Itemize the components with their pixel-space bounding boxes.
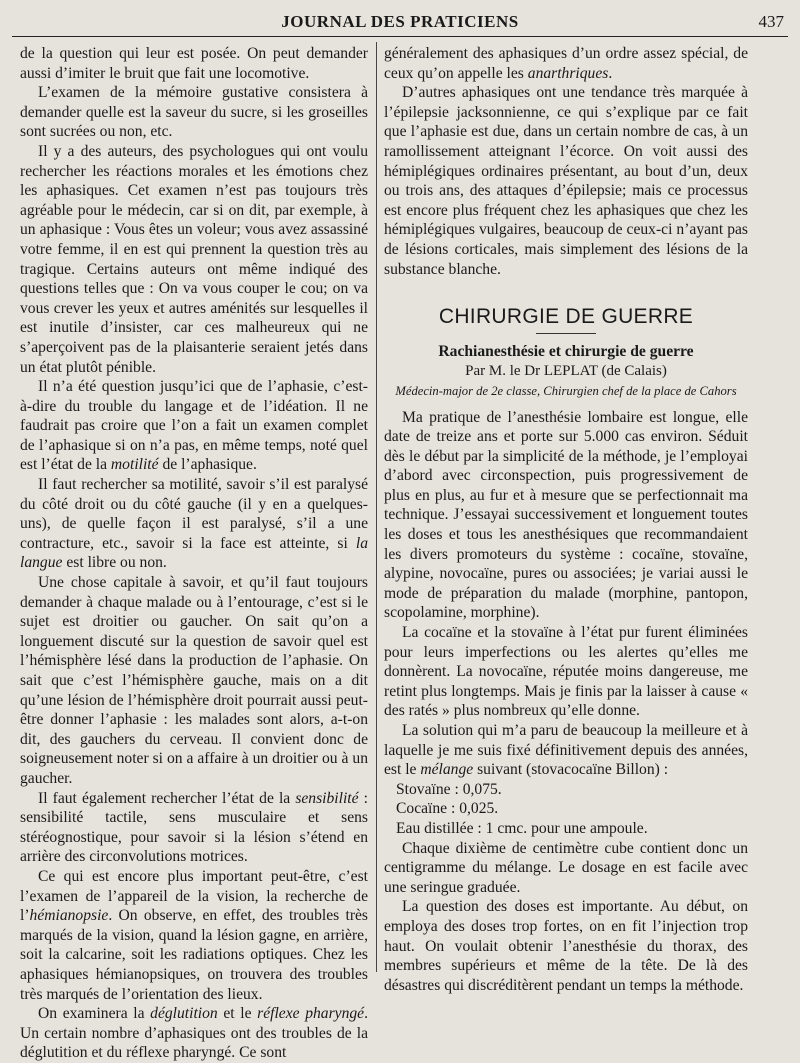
page-number: 437 [758, 12, 784, 31]
journal-title: JOURNAL DES PRATICIENS [281, 12, 519, 31]
italic-term: motilité [110, 456, 159, 474]
italic-term: hémianopsie [29, 907, 109, 925]
ingredient-line [384, 799, 748, 819]
article-author: Par M. le Dr LEPLAT (de Calais) [465, 363, 667, 380]
column-divider [376, 42, 377, 972]
text-run: : sensibilité tactile, sens musculaire et sens stéréognostique, pour savoir si la lésion s’étend en arrière des circonvolutions motrices. [20, 789, 368, 866]
paragraph [384, 839, 748, 898]
paragraph [20, 573, 368, 789]
text-run: Il n’a été question jusqu’ici que de l’aphasie, c’est-à-dire du trouble du langage et de l’idéation. Il ne faudrait pas croire que l’on a fait un examen complet de l’aphasique si on n’a pas, en même temps, noté quel est l’état de la [20, 378, 368, 474]
paragraph [20, 867, 368, 1004]
text-run: et le [217, 1005, 258, 1023]
text-run: La solution qui m’a paru de beaucoup la meilleure et à laquelle je me suis fixé définitivement depuis des années, est le [384, 722, 748, 779]
paragraph [20, 377, 368, 475]
text-run: Une chose capitale à savoir, et qu’il faut toujours demander à chaque malade ou à l’entourage, c’est si le sujet est droitier ou gaucher. On sait qu’on a longuement discuté sur la question de savoir quel est l’hémisphère lésé dans la production de l’aphasie. On sait que c’est l’hémisphère gauche, mais on a dit qu’une lésion de l’hémisphère droit pourrait aussi peut-être donner l’aphasie : les malades sont alors, a-t-on dit, des gauchers du cerveau. Il convient donc de soigneusement noter si on a affaire à un droitier ou à un gaucher. [20, 574, 368, 787]
ingredient-line [384, 819, 748, 839]
paragraph [384, 408, 748, 624]
text-run: Eau distillée : 1 cmc. pour une ampoule. [396, 819, 648, 837]
text-run: Il faut rechercher sa motilité, savoir s’il est paralysé du côté droit ou du côté gauche (il y en a quelques-uns), de quelle façon il est paralysé, s’il a une contracture, etc., savoir si la face est atteinte, si [20, 476, 368, 552]
italic-term: réflexe pharyngé [257, 1005, 365, 1023]
text-run: . On observe, en effet, des troubles très marqués de la vision, quand la lésion gagne, en arrière, soit la calcarine, soit les radiations optiques. Chez les aphasiques hémianopsiques, on trouvera des troubles très marqués de l’orientation des lieux. [20, 907, 368, 1003]
text-run: généralement des aphasiques d’un ordre assez spécial, de ceux qu’on appelle les [384, 45, 748, 82]
paragraph [384, 44, 748, 83]
right-column [384, 44, 748, 1053]
italic-term: mélange [420, 761, 474, 779]
text-run: Chaque dixième de centimètre cube contient donc un centigramme du mélange. Le dosage en est facile avec une seringue graduée. [384, 839, 748, 896]
italic-term: sensibilité [295, 789, 359, 807]
page-header [12, 8, 788, 37]
text-run: Stovaïne : 0,075. [396, 780, 502, 798]
paragraph [20, 142, 368, 377]
paragraph [384, 897, 748, 995]
paragraph [384, 623, 748, 721]
text-run: de la question qui leur est posée. On peut demander aussi d’imiter le bruit que fait une locomotive. [20, 45, 368, 82]
italic-term: anarthriques [527, 64, 609, 82]
text-run: de l’aphasique. [158, 456, 257, 474]
section-heading: CHIRURGIE DE GUERRE [438, 305, 694, 329]
right-column-continuation [384, 44, 748, 279]
paragraph [20, 44, 368, 83]
article-body [384, 408, 748, 996]
italic-term: déglutition [150, 1005, 218, 1023]
ingredient-line [384, 780, 748, 800]
text-run: On examinera la [38, 1005, 151, 1023]
paragraph [20, 475, 368, 573]
paragraph [384, 721, 748, 780]
text-run: La cocaïne et la stovaïne à l’état pur furent éliminées pour leurs imperfections ou les alertes qu’elles me donnèrent. La novocaïne, réputée moins dangereuse, me retint plus longtemps. Mais je finis par la laisser à cause « des ratés » plus nombreux qu’elle donne. [384, 624, 748, 720]
text-run: La question des doses est importante. Au début, on employa des doses trop fortes, on en fit l’injection trop haut. On voulait obtenir l’anesthésie du thorax, des membres supérieurs et même de la tête. De là des désastres qui discréditèrent pendant un temps la méthode. [384, 898, 748, 994]
text-run: Il faut également rechercher l’état de la [38, 789, 296, 807]
left-column [20, 44, 368, 1062]
text-run: Ce qui est encore plus important peut-être, c’est l’examen de l’appareil de la vision, la recherche de l’ [20, 867, 368, 925]
text-run: Cocaïne : 0,025. [396, 800, 499, 818]
section-divider [536, 333, 596, 334]
paragraph [20, 789, 368, 867]
text-run: L’examen de la mémoire gustative consistera à demander quelle est la saveur du sucre, si les groseilles sont sucrées ou non, etc. [20, 84, 368, 141]
text-run: . Un certain nombre d’aphasiques ont des troubles de la déglutition et du réflexe pharyngé. Ce sont [20, 1005, 368, 1062]
text-run: suivant (stovacocaïne Billon) : [473, 761, 669, 779]
italic-term: la langue [20, 534, 368, 572]
text-run: . [608, 64, 613, 82]
text-run: Il y a des auteurs, des psychologues qui ont voulu rechercher les réactions morales et les émotions chez les aphasiques. Cet examen n’est pas toujours très agréable pour le médecin, car si on dit, par exemple, à un aphasique : Vous êtes un voleur; vous avez assassiné votre femme, il en est qui prennent la question très au tragique. Certains auteurs ont même indiqué des questions telles que : On va vous couper le cou; on va vous crever les yeux et autres aménités sur lesquelles il est inutile d’insister, car ces malheureux qui ne s’aperçoivent pas de la plaisanterie seraient jetés dans un état plutôt pénible. [20, 142, 368, 376]
article-author-role: Médecin-major de 2e classe, Chirurgien chef de la place de Cahors [395, 383, 737, 398]
text-run: est libre ou non. [62, 554, 167, 572]
paragraph [20, 83, 368, 142]
text-run: Ma pratique de l’anesthésie lombaire est longue, elle date de treize ans et porte sur 5.000 cas environ. Séduit dès le début par la simplicité de la méthode, je l’employai d’abord avec circonspection, puis progressivement de plus en plus, au fur et à mesure que se perfectionnait ma technique. J’essayai successivement et longuement toutes les doses et tous les anesthésiques que recommandaient les divers promoteurs du système : cocaïne, stovaïne, alypine, novocaïne, pures ou associées; je variai aussi le mode de préparation du malade (morphine, pantopon, scopolamine, morphine). [384, 408, 748, 622]
paragraph [20, 1004, 368, 1063]
paragraph [384, 83, 748, 279]
text-run: D’autres aphasiques ont une tendance très marquée à l’épilepsie jacksonnienne, ce qui s’explique par ce fait que l’aphasie est due, dans un certain nombre de cas, à un ramollissement atteignant l’écorce. On voit aussi des hémiplégiques ordinaires présentant, au bout d’un, deux ou trois ans, des attaques d’épilepsie; mais ce processus est encore plus fréquent chez les aphasiques que chez les hémiplégiques vulgaires, beaucoup de ceux-ci n’ayant pas de lésions corticales, mais simplement des lésions de la substance blanche. [384, 84, 748, 278]
article-title: Rachianesthésie et chirurgie de guerre [438, 342, 694, 360]
